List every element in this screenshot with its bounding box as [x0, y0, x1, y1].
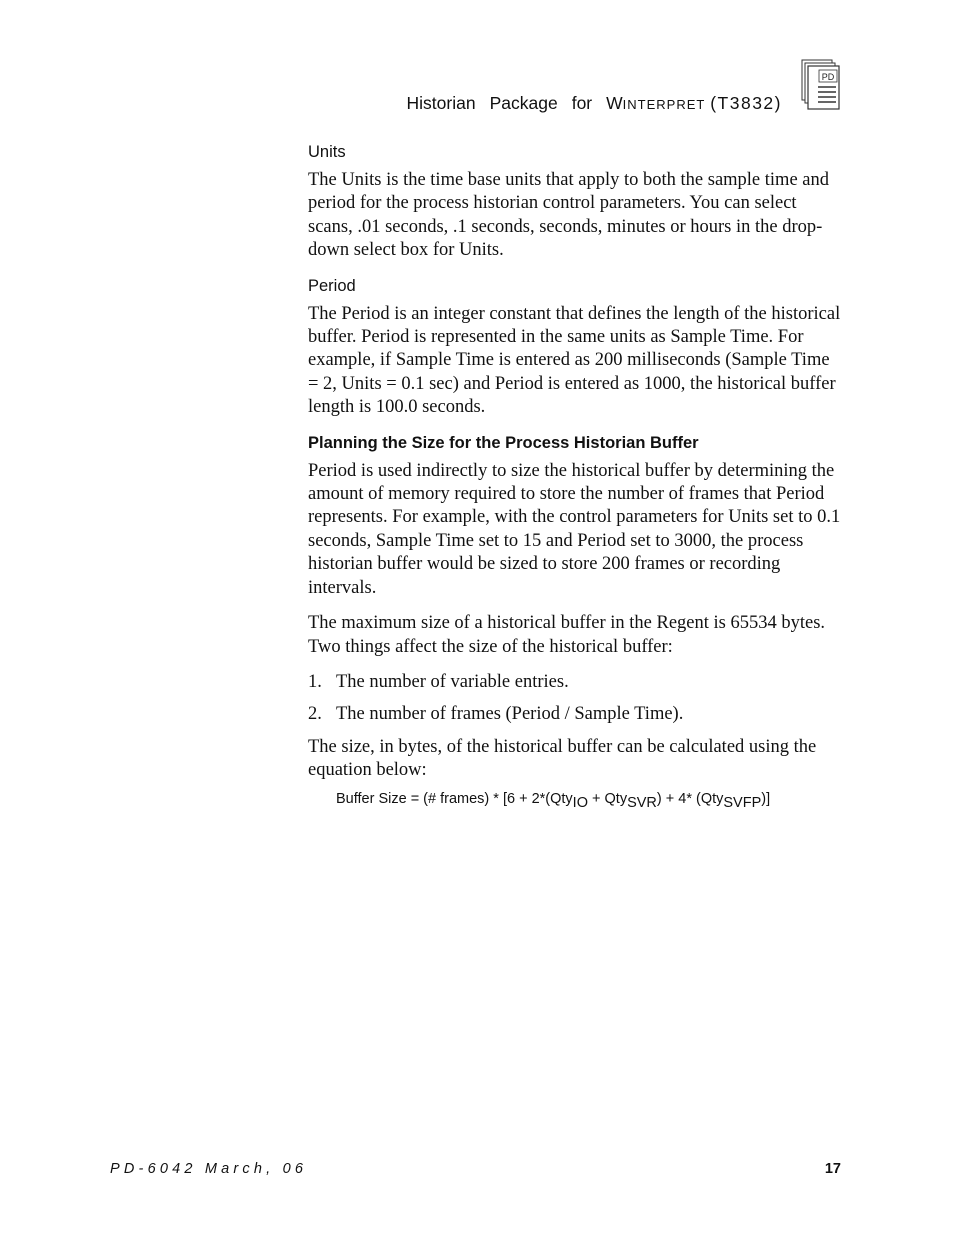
equation-part-1: Buffer Size = (# frames) * [6 + 2*(Qty — [336, 790, 573, 807]
footer-page-number: 17 — [824, 1161, 841, 1177]
header-brand — [606, 93, 705, 113]
equation-subscript-io: IO — [572, 794, 588, 811]
equation-part-4: )] — [761, 790, 771, 807]
section-heading-period: Period — [308, 276, 356, 295]
header-code: (T3832) — [710, 93, 782, 113]
list-item-text: The number of frames (Period / Sample Time). — [336, 704, 684, 725]
list-item-text: The number of variable entries. — [336, 671, 569, 692]
header-word-historian: Historian — [406, 93, 476, 113]
equation-part-2: + Qty — [587, 790, 628, 807]
section-heading-planning: Planning the Size for the Process Historian Buffer — [308, 433, 699, 452]
main-content — [308, 141, 844, 809]
header-word-for: for — [571, 93, 593, 113]
paragraph-units: The Units is the time base units that apply to both the sample time and period for the process historian control parameters. You can select scans, .01 seconds, .1 seconds, seconds, minutes or hours in the drop-down select box for Units. — [308, 170, 829, 261]
paragraph-planning-3: The size, in bytes, of the historical buffer can be calculated using the equation below: — [308, 736, 817, 781]
list-item — [308, 671, 844, 694]
paragraph-period: The Period is an integer constant that defines the length of the historical buffer. Period is represented in the same units as Sample Time. For example, if Sample Time is entered as 200 milliseconds (Sample Time = 2, Units = 0.1 sec) and Period is entered as 1000, the historical buffer length is 100.0 seconds. — [308, 303, 841, 418]
list-item-number: 2. — [308, 704, 322, 725]
equation-subscript-svfp: SVFP — [723, 794, 762, 811]
factor-list — [308, 671, 844, 727]
buffer-size-equation — [336, 789, 844, 809]
page-header — [407, 93, 782, 114]
list-item-number: 1. — [308, 671, 322, 692]
header-word-package: Package — [489, 93, 558, 113]
paragraph-planning-1: Period is used indirectly to size the historical buffer by determining the amount of memory required to store the number of frames that Period represents. For example, with the control parameters for Units set to 0.1 seconds, Sample Time set to 15 and Period set to 3000, the process historian buffer would be sized to store 200 frames or recording intervals. — [308, 460, 841, 598]
logo-text: PD — [821, 72, 835, 82]
list-item — [308, 703, 844, 726]
document-stack-icon — [801, 59, 841, 111]
header-brand-initial: W — [606, 93, 623, 113]
section-heading-units: Units — [308, 143, 346, 161]
header-brand-rest: INTERPRET — [622, 97, 706, 112]
equation-subscript-svr: SVR — [627, 794, 657, 811]
paragraph-planning-2: The maximum size of a historical buffer in the Regent is 65534 bytes. Two things affect the size of the historical buffer: — [308, 613, 826, 657]
footer-doc-id: PD-6042 March, 06 — [110, 1161, 308, 1177]
equation-part-3: ) + 4* (Qty — [656, 790, 724, 807]
